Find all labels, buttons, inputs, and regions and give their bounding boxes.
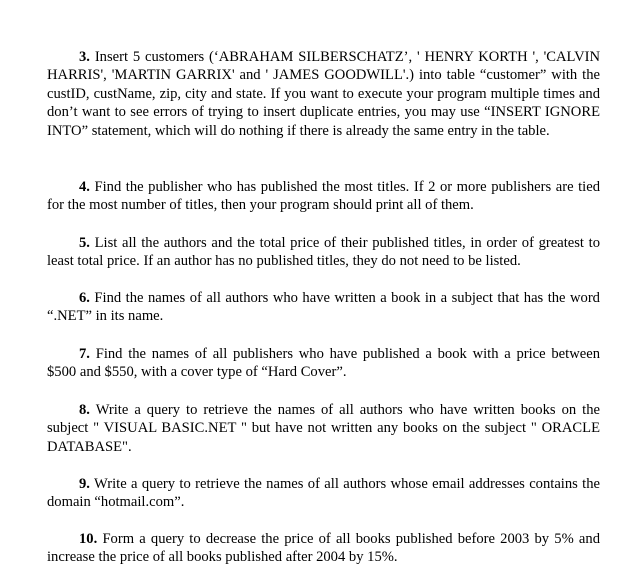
question-6 (47, 289, 600, 326)
question-text: Insert 5 customers (‘ABRAHAM SILBERSCHATZ’, ' HENRY KORTH ', 'CALVIN HARRIS', 'MARTIN GARRIX' and ' JAMES GOODWILL'.) into table “customer” with the custID, custName, zip, city and state. If you want to execute your program multiple times and don’t want to see errors of trying to insert duplicate entries, you may use “INSERT IGNORE INTO” statement, which will do nothing if there is already the same entry in the table. (47, 49, 601, 139)
question-8 (47, 401, 600, 456)
question-number: 8. (79, 402, 90, 418)
question-text: Write a query to retrieve the names of all authors who have written books on the subject " VISUAL BASIC.NET " but have not written any books on the subject " ORACLE DATABASE". (47, 402, 600, 455)
question-number: 5. (79, 235, 90, 251)
question-text: List all the authors and the total price of their published titles, in order of greatest to least total price. If an author has no published titles, they do not need to be listed. (47, 235, 600, 270)
question-text: Write a query to retrieve the names of all authors whose email addresses contains the domain “hotmail.com”. (47, 476, 600, 511)
question-5 (47, 234, 600, 271)
question-4 (47, 178, 600, 215)
question-number: 6. (79, 290, 90, 306)
question-text: Form a query to decrease the price of all books published before 2003 by 5% and increase the price of all books published after 2004 by 15%. (47, 531, 600, 566)
question-number: 9. (79, 476, 90, 492)
question-9 (47, 475, 600, 512)
question-number: 10. (79, 531, 98, 547)
question-text: Find the names of all publishers who have published a book with a price between $500 and $550, with a cover type of “Hard Cover”. (47, 346, 600, 381)
question-text: Find the names of all authors who have written a book in a subject that has the word “.NET” in its name. (47, 290, 600, 325)
question-number: 3. (79, 49, 90, 65)
question-10 (47, 530, 600, 567)
question-3 (47, 48, 600, 140)
question-text: Find the publisher who has published the most titles. If 2 or more publishers are tied for the most number of titles, then your program should print all of them. (47, 179, 600, 214)
question-number: 4. (79, 179, 90, 195)
question-number: 7. (79, 346, 90, 362)
question-7 (47, 345, 600, 382)
